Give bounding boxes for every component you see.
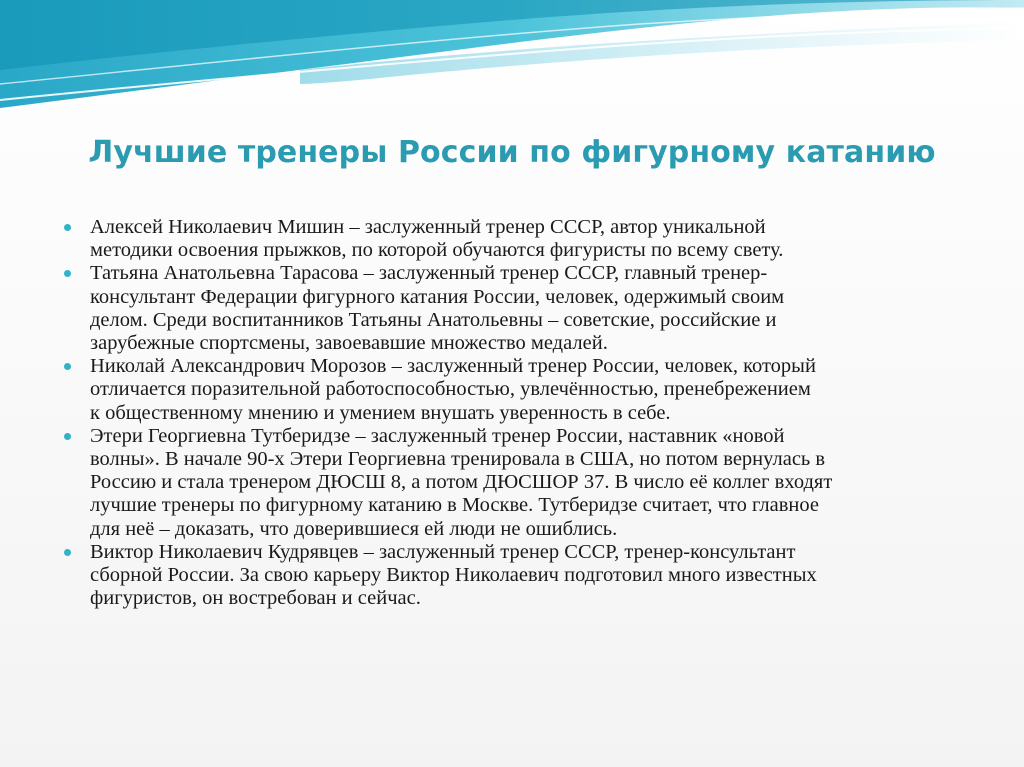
item-line: к общественному мнению и умением внушать уверенность в себе. [90,401,671,424]
item-line: фигуристов, он востребован и сейчас. [90,587,421,610]
item-line: Этери Георгиевна Тутберидзе – заслуженный тренер России, наставник «новой [90,424,785,447]
bullet-icon [64,363,71,370]
bullet-list [60,216,960,610]
list-item [60,216,960,262]
item-line: отличается поразительной работоспособностью, увлечённостью, пренебрежением [90,378,811,401]
item-line: Виктор Николаевич Кудрявцев – заслуженный тренер СССР, тренер-консультант [90,540,796,563]
list-item [60,262,960,355]
item-line: зарубежные спортсмены, завоевавшие множество медалей. [90,332,608,355]
item-line: Николай Александрович Морозов – заслуженный тренер России, человек, который [90,355,816,378]
bullet-icon [64,549,71,556]
item-line: лучшие тренеры по фигурному катанию в Москве. Тутберидзе считает, что главное [90,494,819,517]
list-item [60,355,960,425]
wave-decoration [0,0,1024,120]
item-line: Татьяна Анатольевна Тарасова – заслуженный тренер СССР, главный тренер- [90,262,768,285]
item-line: для неё – доказать, что доверившиеся ей люди не ошиблись. [90,517,618,540]
item-line: Алексей Николаевич Мишин – заслуженный тренер СССР, автор уникальной [90,216,766,238]
list-item [60,541,960,611]
item-line: сборной России. За свою карьеру Виктор Николаевич подготовил много известных [90,564,817,587]
bullet-icon [64,224,71,231]
item-line: волны». В начале 90-х Этери Георгиевна тренировала в США, но потом вернулась в [90,448,826,471]
list-item [60,425,960,541]
item-line: методики освоения прыжков, по которой обучаются фигуристы по всему свету. [90,239,784,262]
bullet-icon [64,270,71,277]
slide-title: Лучшие тренеры России по фигурному катанию [88,135,936,170]
bullet-icon [64,433,71,440]
item-line: консультант Федерации фигурного катания России, человек, одержимый своим [90,285,785,308]
item-line: делом. Среди воспитанников Татьяны Анатольевны – советские, российские и [90,308,777,331]
item-line: Россию и стала тренером ДЮСШ 8, а потом ДЮСШОР 37. В число её коллег входят [90,471,833,494]
